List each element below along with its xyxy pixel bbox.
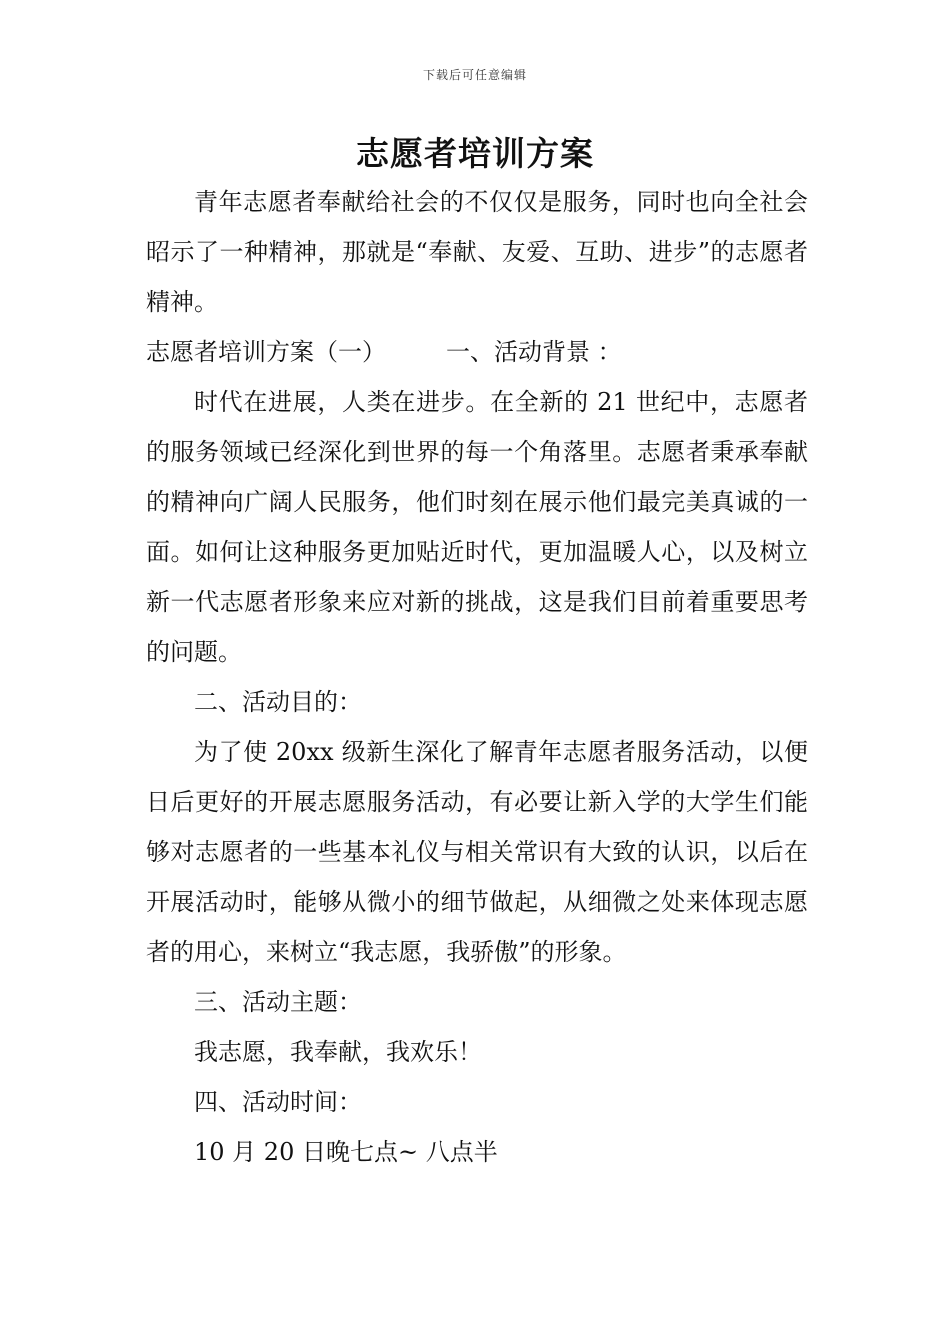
background-paragraph: 时代在进展，人类在进步。在全新的 21 世纪中，志愿者的服务领域已经深化到世界的每一个角落里。志愿者秉承奉献的精神向广阔人民服务，他们时刻在展示他们最完美真诚的一面。如何让这种服务更加贴近时代，更加温暖人心，以及树立新一代志愿者形象来应对新的挑战，这是我们目前着重要思考的问题。 — [146, 388, 808, 666]
theme-heading: 三、活动主题： — [194, 988, 362, 1016]
time-heading: 四、活动时间： — [194, 1088, 362, 1116]
section-line — [146, 327, 808, 377]
header-note: 下载后可任意编辑 — [422, 68, 527, 82]
document-body — [146, 177, 808, 1177]
document-title: 志愿者培训方案 — [356, 134, 594, 173]
background-heading: 一、活动背景 ： — [446, 338, 622, 366]
time-paragraph: 10 月 20 日晚七点~ 八点半 — [194, 1138, 498, 1166]
purpose-paragraph: 为了使 20xx 级新生深化了解青年志愿者服务活动，以便日后更好的开展志愿服务活动，有必要让新入学的大学生们能够对志愿者的一些基本礼仪与相关常识有大致的认识，以后在开展活动时，能够从微小的细节做起，从细微之处来体现志愿者的用心，来树立“我志愿，我骄傲”的形象。 — [146, 738, 808, 966]
purpose-heading: 二、活动目的： — [194, 688, 362, 716]
intro-paragraph: 青年志愿者奉献给社会的不仅仅是服务，同时也向全社会昭示了一种精神，那就是“奉献、友爱、互助、进步”的志愿者精神。 — [146, 188, 808, 316]
theme-paragraph: 我志愿，我奉献，我欢乐！ — [194, 1038, 482, 1066]
plan-subtitle: 志愿者培训方案（一） — [146, 338, 386, 366]
